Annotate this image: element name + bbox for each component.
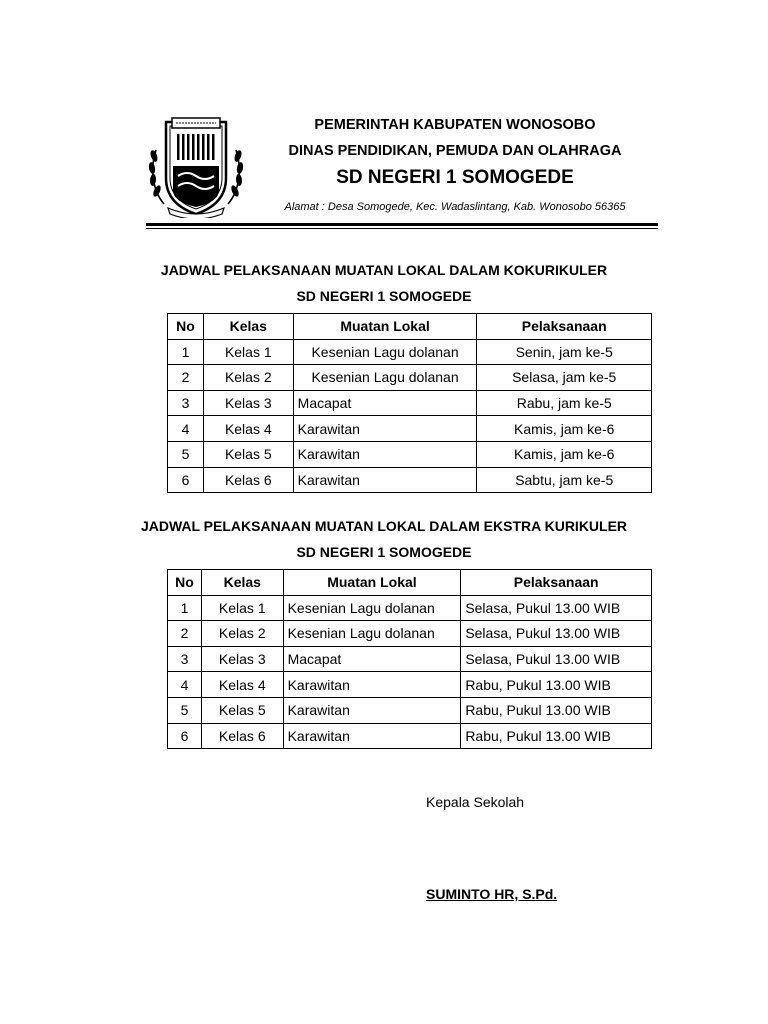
header-no: No: [168, 314, 204, 340]
cell-kelas: Kelas 5: [203, 441, 293, 467]
cell-no: 2: [168, 365, 204, 391]
letterhead-government-line: PEMERINTAH KABUPATEN WONOSOBO: [314, 117, 596, 133]
cell-muatan-lokal: Karawitan: [293, 416, 477, 442]
table1-subtitle: SD NEGERI 1 SOMOGEDE: [296, 288, 472, 304]
cell-pelaksanaan: Sabtu, jam ke-5: [477, 467, 652, 493]
ekstrakurikuler-schedule-table: [167, 569, 652, 749]
cell-muatan-lokal: Macapat: [283, 646, 461, 672]
table-row: [168, 646, 652, 672]
cell-no: 5: [168, 441, 204, 467]
table-header-row: [168, 314, 652, 340]
table-row: [168, 697, 652, 723]
cell-muatan-lokal: Macapat: [293, 390, 477, 416]
cell-pelaksanaan: Rabu, Pukul 13.00 WIB: [461, 697, 652, 723]
table-row: [168, 595, 652, 621]
cell-kelas: Kelas 2: [201, 621, 283, 647]
cell-no: 2: [168, 621, 202, 647]
cell-no: 6: [168, 723, 202, 749]
cell-kelas: Kelas 2: [203, 365, 293, 391]
kokurikuler-schedule-table: [167, 313, 652, 493]
cell-no: 1: [168, 595, 202, 621]
table-header-row: [168, 570, 652, 596]
cell-pelaksanaan: Rabu, Pukul 13.00 WIB: [461, 723, 652, 749]
header-kelas: Kelas: [201, 570, 283, 596]
cell-pelaksanaan: Rabu, jam ke-5: [477, 390, 652, 416]
table-row: [168, 365, 652, 391]
letterhead-divider-thin: [146, 228, 658, 229]
regency-emblem-logo: [146, 112, 246, 218]
table-row: [168, 339, 652, 365]
letterhead-divider-thick: [146, 223, 658, 226]
cell-muatan-lokal: Kesenian Lagu dolanan: [283, 595, 461, 621]
signature-name: SUMINTO HR, S.Pd.: [426, 886, 558, 902]
cell-no: 3: [168, 390, 204, 416]
header-pelaksanaan: Pelaksanaan: [477, 314, 652, 340]
cell-kelas: Kelas 1: [201, 595, 283, 621]
cell-no: 3: [168, 646, 202, 672]
cell-no: 1: [168, 339, 204, 365]
cell-no: 6: [168, 467, 204, 493]
cell-kelas: Kelas 4: [203, 416, 293, 442]
header-no: No: [168, 570, 202, 596]
cell-muatan-lokal: Karawitan: [283, 672, 461, 698]
cell-kelas: Kelas 1: [203, 339, 293, 365]
header-pelaksanaan: Pelaksanaan: [461, 570, 652, 596]
cell-muatan-lokal: Kesenian Lagu dolanan: [293, 365, 477, 391]
table2-title: JADWAL PELAKSANAAN MUATAN LOKAL DALAM EKSTRA KURIKULER: [140, 518, 628, 534]
cell-pelaksanaan: Kamis, jam ke-6: [477, 441, 652, 467]
table2-subtitle: SD NEGERI 1 SOMOGEDE: [296, 544, 472, 560]
cell-pelaksanaan: Selasa, jam ke-5: [477, 365, 652, 391]
cell-muatan-lokal: Kesenian Lagu dolanan: [293, 339, 477, 365]
header-muatan-lokal: Muatan Lokal: [283, 570, 461, 596]
header-muatan-lokal: Muatan Lokal: [293, 314, 477, 340]
cell-kelas: Kelas 6: [201, 723, 283, 749]
cell-pelaksanaan: Selasa, Pukul 13.00 WIB: [461, 646, 652, 672]
table-row: [168, 672, 652, 698]
cell-kelas: Kelas 3: [203, 390, 293, 416]
letterhead-address: Alamat : Desa Somogede, Kec. Wadaslintang, Kab. Wonosobo 56365: [284, 201, 626, 213]
cell-pelaksanaan: Kamis, jam ke-6: [477, 416, 652, 442]
table-row: [168, 621, 652, 647]
cell-no: 4: [168, 672, 202, 698]
table-row: [168, 467, 652, 493]
letterhead-school-name: SD NEGERI 1 SOMOGEDE: [336, 167, 574, 188]
cell-pelaksanaan: Senin, jam ke-5: [477, 339, 652, 365]
table-row: [168, 390, 652, 416]
cell-kelas: Kelas 4: [201, 672, 283, 698]
table-row: [168, 723, 652, 749]
cell-muatan-lokal: Karawitan: [283, 697, 461, 723]
header-kelas: Kelas: [203, 314, 293, 340]
cell-no: 5: [168, 697, 202, 723]
cell-pelaksanaan: Selasa, Pukul 13.00 WIB: [461, 595, 652, 621]
cell-muatan-lokal: Karawitan: [293, 441, 477, 467]
cell-no: 4: [168, 416, 204, 442]
cell-kelas: Kelas 6: [203, 467, 293, 493]
cell-pelaksanaan: Selasa, Pukul 13.00 WIB: [461, 621, 652, 647]
table-row: [168, 441, 652, 467]
letterhead-department-line: DINAS PENDIDIKAN, PEMUDA DAN OLAHRAGA: [288, 143, 622, 159]
cell-muatan-lokal: Kesenian Lagu dolanan: [283, 621, 461, 647]
table1-title: JADWAL PELAKSANAAN MUATAN LOKAL DALAM KOKURIKULER: [160, 262, 608, 278]
signature-title: Kepala Sekolah: [426, 794, 525, 810]
cell-muatan-lokal: Karawitan: [283, 723, 461, 749]
table-row: [168, 416, 652, 442]
cell-muatan-lokal: Karawitan: [293, 467, 477, 493]
cell-kelas: Kelas 3: [201, 646, 283, 672]
cell-kelas: Kelas 5: [201, 697, 283, 723]
cell-pelaksanaan: Rabu, Pukul 13.00 WIB: [461, 672, 652, 698]
